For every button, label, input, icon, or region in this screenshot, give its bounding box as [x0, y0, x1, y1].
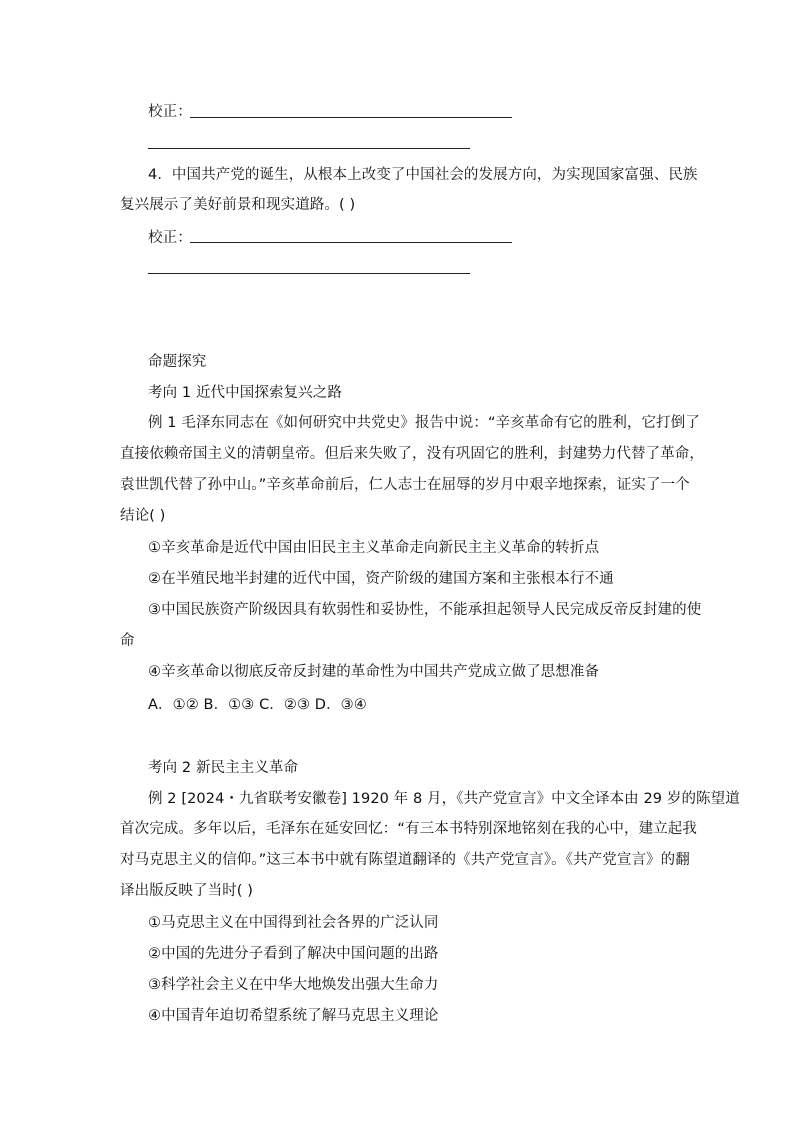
kx2-example-line-2: 首次完成。多年以后，毛泽东在延安回忆：“有三本书特别深地铭刻在我的心中，建立起我 — [120, 821, 698, 837]
question-4-line-1: 4．中国共产党的诞生，从根本上改变了中国社会的发展方向，为实现国家富强、民族 — [148, 167, 698, 183]
kx1-choices: A．①② B．①③ C．②③ D．③④ — [148, 697, 367, 713]
correction-label-2: 校正： — [148, 230, 192, 246]
correction-label-1: 校正： — [148, 104, 192, 120]
kx1-example-line-4: 结论( ) — [120, 508, 166, 524]
kx2-example-line-4: 译出版反映了当时( ) — [120, 883, 254, 899]
kx1-option-2: ②在半殖民地半封建的近代中国，资产阶级的建国方案和主张根本行不通 — [148, 571, 614, 587]
kx2-option-1: ①马克思主义在中国得到社会各界的广泛认同 — [148, 915, 439, 931]
kx1-option-4: ④辛亥革命以彻底反帝反封建的革命性为中国共产党成立做了思想准备 — [148, 664, 600, 680]
kx1-example-line-3: 袁世凯代替了孙中山。”辛亥革命前后，仁人志士在屈辱的岁月中艰辛地探索，证实了一个 — [120, 477, 690, 493]
kx1-title: 考向 1 近代中国探索复兴之路 — [148, 385, 342, 401]
question-4-line-2: 复兴展示了美好前景和现实道路。( ) — [120, 197, 356, 213]
kx1-option-1: ①辛亥革命是近代中国由旧民主主义革命走向新民主主义革命的转折点 — [148, 540, 600, 556]
section-title: 命题探究 — [148, 354, 207, 370]
answer-line-1b — [148, 148, 470, 149]
answer-line-2a — [190, 242, 512, 243]
kx1-example-line-1: 例 1 毛泽东同志在《如何研究中共党史》报告中说：“辛亥革命有它的胜利，它打倒了 — [148, 415, 700, 431]
kx2-option-2: ②中国的先进分子看到了解决中国问题的出路 — [148, 946, 439, 962]
kx2-example-line-1: 例 2 [2024・九省联考安徽卷] 1920 年 8 月，《共产党宣言》中文全译本由 29 岁的陈望道 — [148, 791, 740, 807]
kx1-option-3-line-1: ③中国民族资产阶级因具有软弱性和妥协性，不能承担起领导人民完成反帝反封建的使 — [148, 602, 702, 618]
kx2-example-line-3: 对马克思主义的信仰。”这三本书中就有陈望道翻译的《共产党宣言》。《共产党宣言》的翻 — [120, 852, 690, 868]
kx1-example-line-2: 直接依赖帝国主义的清朝皇帝。但后来失败了，没有巩固它的胜利，封建势力代替了革命， — [120, 446, 704, 462]
kx2-option-4: ④中国青年迫切希望系统了解马克思主义理论 — [148, 1008, 439, 1024]
kx1-option-3-line-2: 命 — [120, 633, 135, 649]
answer-line-2b — [148, 273, 470, 274]
answer-line-1a — [190, 117, 512, 118]
kx2-title: 考向 2 新民主主义革命 — [148, 760, 299, 776]
kx2-option-3: ③科学社会主义在中华大地焕发出强大生命力 — [148, 977, 439, 993]
